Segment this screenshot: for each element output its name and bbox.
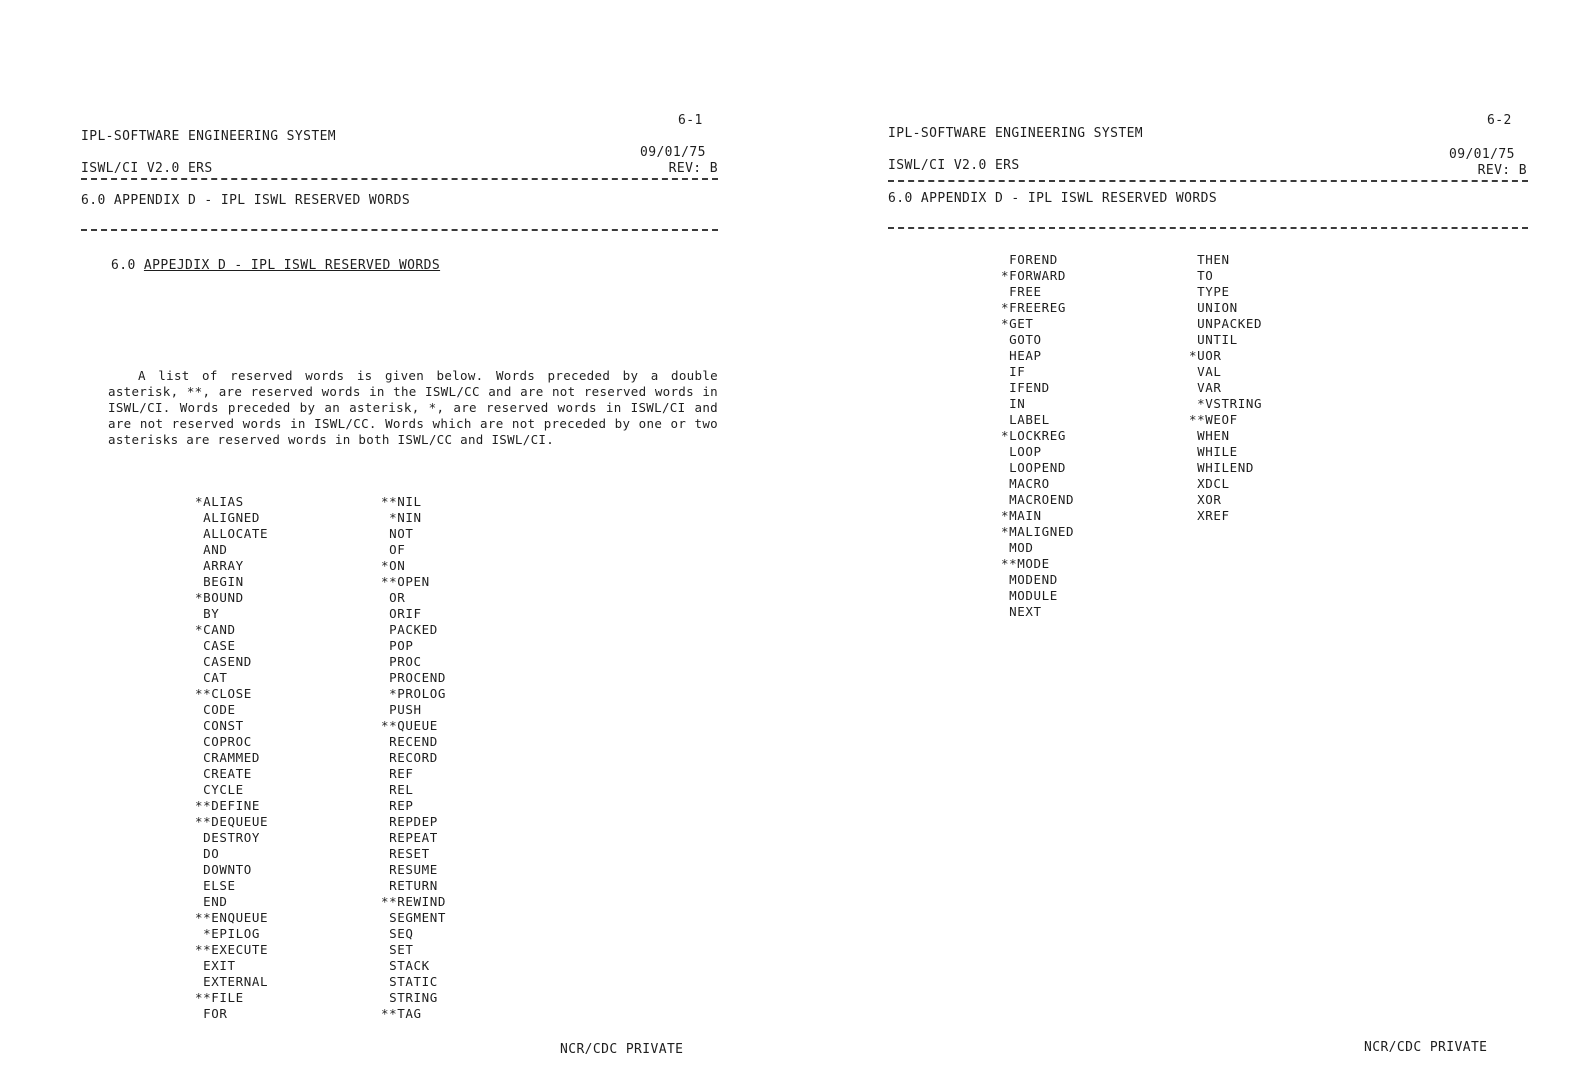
- system-title: IPL-SOFTWARE ENGINEERING SYSTEM: [81, 129, 337, 144]
- reserved-word: REPDEP: [381, 814, 438, 829]
- reserved-word: STACK: [381, 958, 430, 973]
- reserved-word: DESTROY: [195, 830, 261, 845]
- reserved-word: XDCL: [1189, 476, 1230, 491]
- reserved-word: PUSH: [381, 702, 422, 717]
- reserved-word: *FREEREG: [1001, 300, 1067, 315]
- reserved-word: NEXT: [1001, 604, 1042, 619]
- reserved-word: *PROLOG: [381, 686, 447, 701]
- reserved-word: DOWNTO: [195, 862, 252, 877]
- reserved-word: CAT: [195, 670, 228, 685]
- reserved-word: **ENQUEUE: [195, 910, 269, 925]
- reserved-word: WHEN: [1189, 428, 1230, 443]
- footer-label: NCR/CDC PRIVATE: [560, 1042, 684, 1057]
- reserved-word: IN: [1001, 396, 1026, 411]
- reserved-word: PROC: [381, 654, 422, 669]
- reserved-word: MACROEND: [1001, 492, 1075, 507]
- document-page-right: [791, 0, 1582, 1080]
- reserved-word: IF: [1001, 364, 1026, 379]
- reserved-word: UNTIL: [1189, 332, 1238, 347]
- section-header: 6.0 APPENDIX D - IPL ISWL RESERVED WORDS: [888, 191, 1218, 206]
- page-number: 6-2: [1487, 113, 1512, 128]
- reserved-word: **MODE: [1001, 556, 1050, 571]
- reserved-word: MODULE: [1001, 588, 1058, 603]
- reserved-word: RETURN: [381, 878, 438, 893]
- reserved-word: *BOUND: [195, 590, 244, 605]
- reserved-word: **WEOF: [1189, 412, 1238, 427]
- reserved-word: **TAG: [381, 1006, 422, 1021]
- reserved-word: IFEND: [1001, 380, 1050, 395]
- reserved-word: THEN: [1189, 252, 1230, 267]
- intro-paragraph: A list of reserved words is given below. Words preceded by a double asterisk, **, are reserved words in the ISWL/CC and are not reserved words in ISWL/CI. Words preceded by an asterisk, *, are reserved words in ISWL/CI and are not reserved words in ISWL/CC. Words which are not preceded by one or two asterisks are reserved words in both ISWL/CC and ISWL/CI.: [108, 368, 718, 447]
- reserved-word: **NIL: [381, 494, 422, 509]
- section-number: 6.0: [111, 258, 136, 273]
- reserved-word: XOR: [1189, 492, 1222, 507]
- reserved-word: AND: [195, 542, 228, 557]
- reserved-word: ALIGNED: [195, 510, 261, 525]
- reserved-word: PROCEND: [381, 670, 447, 685]
- reserved-word: CODE: [195, 702, 236, 717]
- reserved-word: CYCLE: [195, 782, 244, 797]
- reserved-word: *MAIN: [1001, 508, 1042, 523]
- reserved-word: LOOPEND: [1001, 460, 1067, 475]
- reserved-word: WHILEND: [1189, 460, 1255, 475]
- reserved-word: RECORD: [381, 750, 438, 765]
- reserved-word: LOOP: [1001, 444, 1042, 459]
- reserved-word: RESET: [381, 846, 430, 861]
- reserved-word: *ON: [381, 558, 406, 573]
- reserved-word: **QUEUE: [381, 718, 438, 733]
- reserved-word: MOD: [1001, 540, 1034, 555]
- reserved-word: RESUME: [381, 862, 438, 877]
- reserved-words-column-1: [195, 494, 268, 1022]
- reserved-word: REF: [381, 766, 414, 781]
- reserved-word: *FORWARD: [1001, 268, 1067, 283]
- reserved-word: *EPILOG: [195, 926, 261, 941]
- reserved-word: CONST: [195, 718, 244, 733]
- reserved-word: **DEQUEUE: [195, 814, 269, 829]
- reserved-word: END: [195, 894, 228, 909]
- reserved-word: **OPEN: [381, 574, 430, 589]
- reserved-word: EXIT: [195, 958, 236, 973]
- reserved-word: **REWIND: [381, 894, 447, 909]
- header-rule: [888, 180, 1528, 182]
- section-title: APPEJDIX D - IPL ISWL RESERVED WORDS: [143, 258, 441, 273]
- reserved-word: POP: [381, 638, 414, 653]
- reserved-word: *UOR: [1189, 348, 1222, 363]
- reserved-word: **FILE: [195, 990, 244, 1005]
- reserved-word: **DEFINE: [195, 798, 261, 813]
- reserved-word: XREF: [1189, 508, 1230, 523]
- reserved-word: COPROC: [195, 734, 252, 749]
- revision: REV: B: [668, 161, 718, 176]
- section-rule: [888, 227, 1528, 229]
- reserved-word: MACRO: [1001, 476, 1050, 491]
- date: 09/01/75: [640, 145, 706, 160]
- reserved-word: TYPE: [1189, 284, 1230, 299]
- section-header: 6.0 APPENDIX D - IPL ISWL RESERVED WORDS: [81, 193, 411, 208]
- reserved-word: REPEAT: [381, 830, 438, 845]
- reserved-word: BY: [195, 606, 220, 621]
- reserved-word: PACKED: [381, 622, 438, 637]
- revision: REV: B: [1477, 163, 1527, 178]
- system-title: IPL-SOFTWARE ENGINEERING SYSTEM: [888, 126, 1144, 141]
- reserved-word: *VSTRING: [1189, 396, 1263, 411]
- reserved-word: ALLOCATE: [195, 526, 269, 541]
- reserved-word: HEAP: [1001, 348, 1042, 363]
- reserved-word: CASE: [195, 638, 236, 653]
- reserved-word: *LOCKREG: [1001, 428, 1067, 443]
- reserved-word: REL: [381, 782, 414, 797]
- reserved-word: NOT: [381, 526, 414, 541]
- reserved-words-column-2: [381, 494, 446, 1022]
- reserved-word: ELSE: [195, 878, 236, 893]
- reserved-word: OF: [381, 542, 406, 557]
- reserved-word: UNION: [1189, 300, 1238, 315]
- reserved-word: SEGMENT: [381, 910, 447, 925]
- reserved-word: SEQ: [381, 926, 414, 941]
- reserved-word: OR: [381, 590, 406, 605]
- reserved-word: DO: [195, 846, 220, 861]
- header-rule: [81, 178, 718, 180]
- date: 09/01/75: [1449, 147, 1515, 162]
- reserved-word: WHILE: [1189, 444, 1238, 459]
- reserved-word: CRAMMED: [195, 750, 261, 765]
- reserved-words-column-1: [1001, 252, 1074, 620]
- section-rule: [81, 229, 718, 231]
- reserved-word: **CLOSE: [195, 686, 252, 701]
- reserved-word: TO: [1189, 268, 1214, 283]
- reserved-word: *GET: [1001, 316, 1034, 331]
- reserved-word: FREE: [1001, 284, 1042, 299]
- reserved-word: CASEND: [195, 654, 252, 669]
- reserved-word: VAR: [1189, 380, 1222, 395]
- reserved-word: *ALIAS: [195, 494, 244, 509]
- reserved-word: ORIF: [381, 606, 422, 621]
- footer-label: NCR/CDC PRIVATE: [1364, 1040, 1488, 1055]
- reserved-word: ARRAY: [195, 558, 244, 573]
- reserved-word: GOTO: [1001, 332, 1042, 347]
- reserved-word: REP: [381, 798, 414, 813]
- reserved-word: *NIN: [381, 510, 422, 525]
- reserved-word: MODEND: [1001, 572, 1058, 587]
- reserved-word: VAL: [1189, 364, 1222, 379]
- reserved-word: CREATE: [195, 766, 252, 781]
- reserved-word: **EXECUTE: [195, 942, 269, 957]
- reserved-word: BEGIN: [195, 574, 244, 589]
- reserved-words-column-2: [1189, 252, 1262, 524]
- reserved-word: RECEND: [381, 734, 438, 749]
- page-number: 6-1: [678, 113, 703, 128]
- reserved-word: *MALIGNED: [1001, 524, 1075, 539]
- document-id: ISWL/CI V2.0 ERS: [888, 158, 1020, 173]
- reserved-word: *CAND: [195, 622, 236, 637]
- section-heading: [111, 258, 440, 274]
- reserved-word: UNPACKED: [1189, 316, 1263, 331]
- document-id: ISWL/CI V2.0 ERS: [81, 161, 213, 176]
- reserved-word: EXTERNAL: [195, 974, 269, 989]
- reserved-word: STATIC: [381, 974, 438, 989]
- reserved-word: FOREND: [1001, 252, 1058, 267]
- reserved-word: FOR: [195, 1006, 228, 1021]
- reserved-word: STRING: [381, 990, 438, 1005]
- reserved-word: SET: [381, 942, 414, 957]
- reserved-word: LABEL: [1001, 412, 1050, 427]
